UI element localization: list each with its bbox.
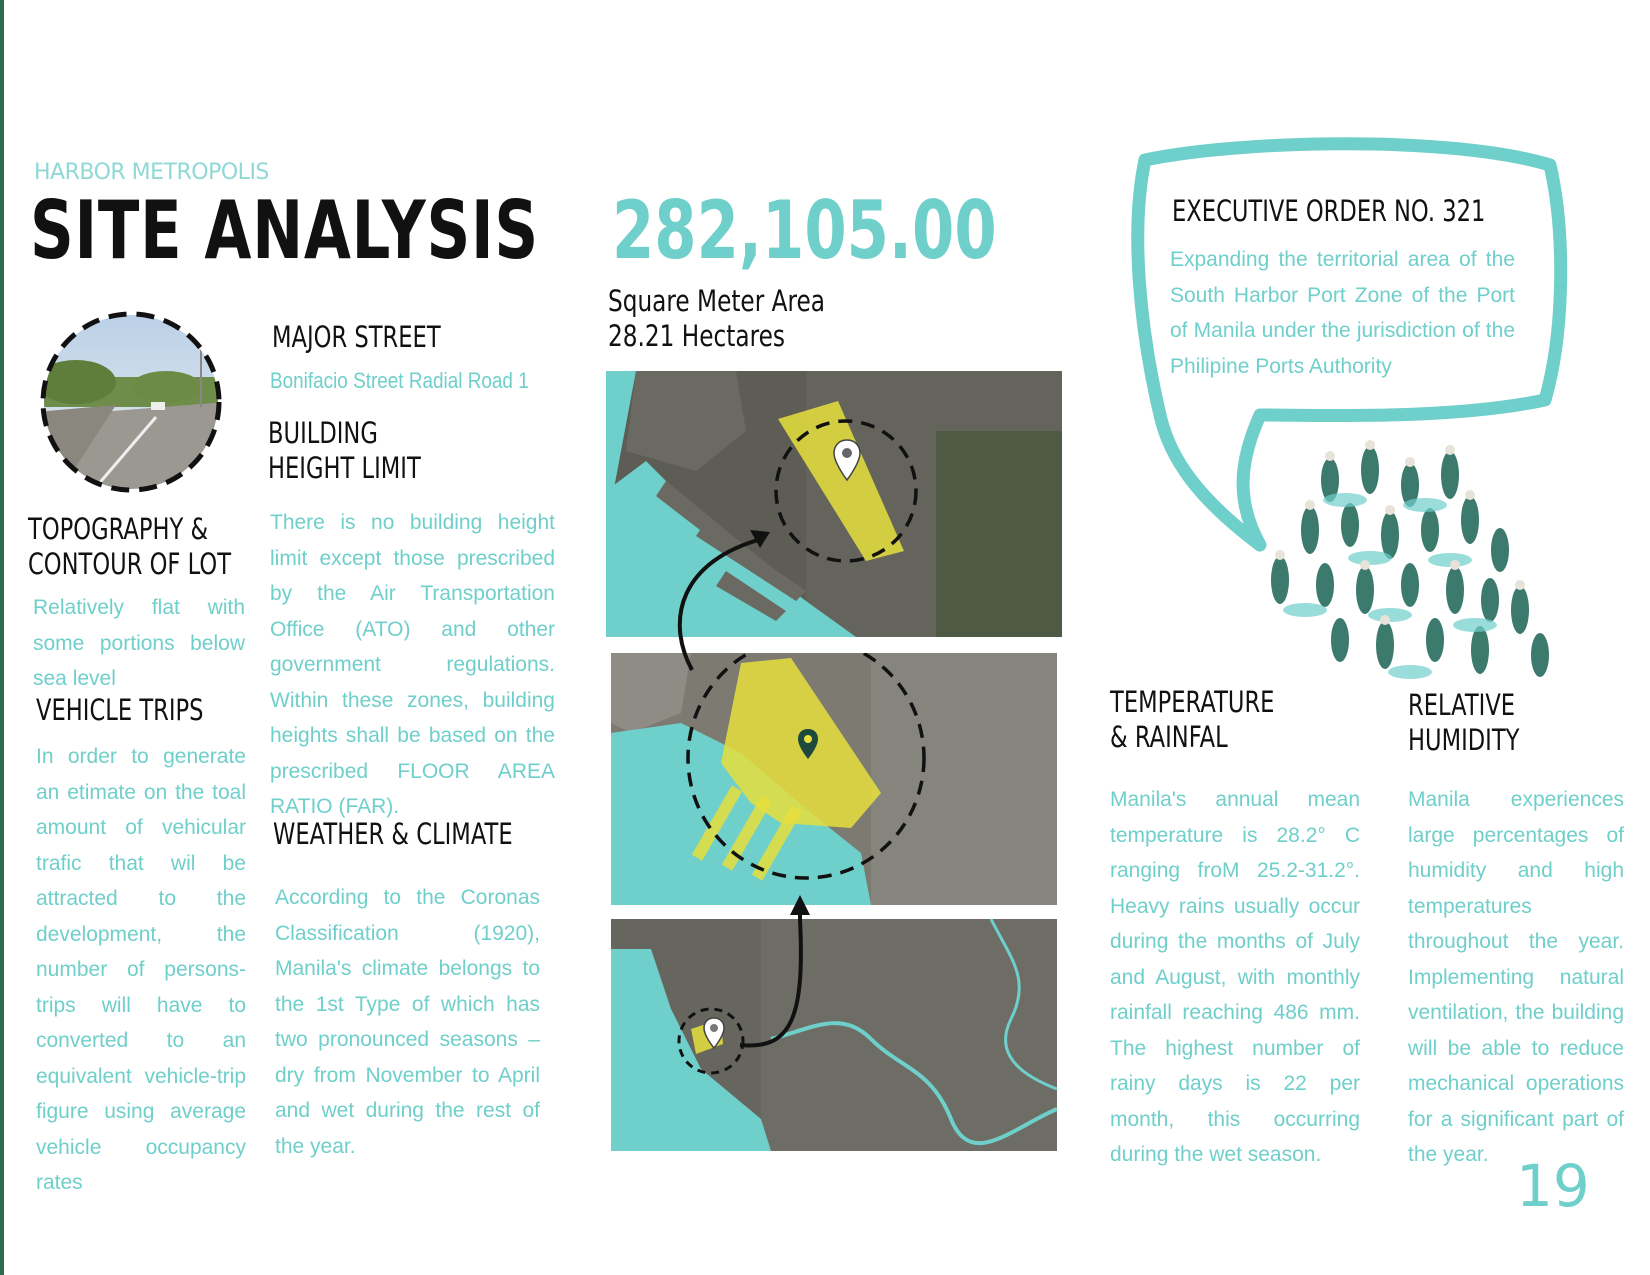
major-street-heading: MAJOR STREET — [272, 320, 441, 354]
topography-heading-line1: TOPOGRAPHY & — [28, 512, 209, 546]
building-height-text: There is no building height limit except those prescribed by the Air Transportation Office (ATO) and other government regulations. Within these zones, building heights shall be based on the prescribed FLOOR AREA RATIO (FAR). — [270, 511, 555, 818]
page-edge — [0, 0, 4, 1275]
area-hectares: 28.21 Hectares — [608, 319, 785, 353]
humidity-heading-line2: HUMIDITY — [1408, 723, 1520, 757]
building-height-heading-line2: HEIGHT LIMIT — [268, 451, 421, 485]
vehicle-trips-heading: VEHICLE TRIPS — [36, 693, 204, 727]
weather-heading: WEATHER & CLIMATE — [273, 817, 513, 851]
area-value: 282,105.00 — [612, 184, 997, 277]
page-title: SITE ANALYSIS — [30, 184, 539, 277]
temperature-heading-line1: TEMPERATURE — [1110, 685, 1275, 719]
topography-heading — [28, 512, 231, 582]
location-pin-icon — [702, 1016, 726, 1050]
location-pin-icon — [796, 727, 820, 761]
weather-text: According to the Coronas Classification (1920), Manila's climate belongs to the 1st Type of which has two pronounced seasons – dry from November to April and wet during the rest of the year. — [275, 886, 540, 1158]
temperature-text: Manila's annual mean temperature is 28.2° C ranging froM 25.2-31.2°. Heavy rains usually occur during the months of July and August, with monthly rainfall reaching 486 mm. The highest number of rainy days is 22 per month, this occurring during the wet season. — [1110, 788, 1360, 1166]
executive-order-heading: EXECUTIVE ORDER NO. 321 — [1172, 194, 1486, 228]
street-photo — [36, 307, 226, 497]
arrow-icon — [740, 905, 801, 1046]
area-unit: Square Meter Area — [608, 284, 826, 318]
page-number: 19 — [1516, 1152, 1590, 1220]
area-caption — [608, 284, 825, 354]
humidity-heading — [1408, 688, 1519, 758]
building-height-heading-line1: BUILDING — [268, 416, 378, 450]
major-street-text: Bonifacio Street Radial Road 1 — [270, 368, 529, 393]
arrow-icon — [680, 538, 765, 670]
temperature-heading-line2: & RAINFAL — [1110, 720, 1228, 754]
humidity-heading-line1: RELATIVE — [1408, 688, 1516, 722]
topography-text: Relatively flat with some portions below sea level — [33, 596, 245, 690]
topography-heading-line2: CONTOUR OF LOT — [28, 547, 232, 581]
vehicle-trips-text: In order to generate an etimate on the toal amount of vehicular trafic that wil be attracted to the development, the number of persons-trips will have to converted to an equivalent vehicle-trip figure using average vehicle occupancy rates — [36, 745, 246, 1194]
executive-order-text: Expanding the territorial area of the South Harbor Port Zone of the Port of Manila under the jurisdiction of the Philipine Ports Authority — [1170, 248, 1515, 378]
humidity-text: Manila experiences large percentages of humidity and high temperatures throughout the year. Implementing natural ventilation, the building will be able to reduce mechanical operations for a significant part of the year. — [1408, 788, 1624, 1166]
kicker: HARBOR METROPOLIS — [34, 160, 269, 185]
building-height-heading — [268, 416, 421, 486]
location-pin-icon — [832, 438, 862, 484]
temperature-heading — [1110, 685, 1274, 755]
crowd-illustration — [1250, 440, 1570, 690]
